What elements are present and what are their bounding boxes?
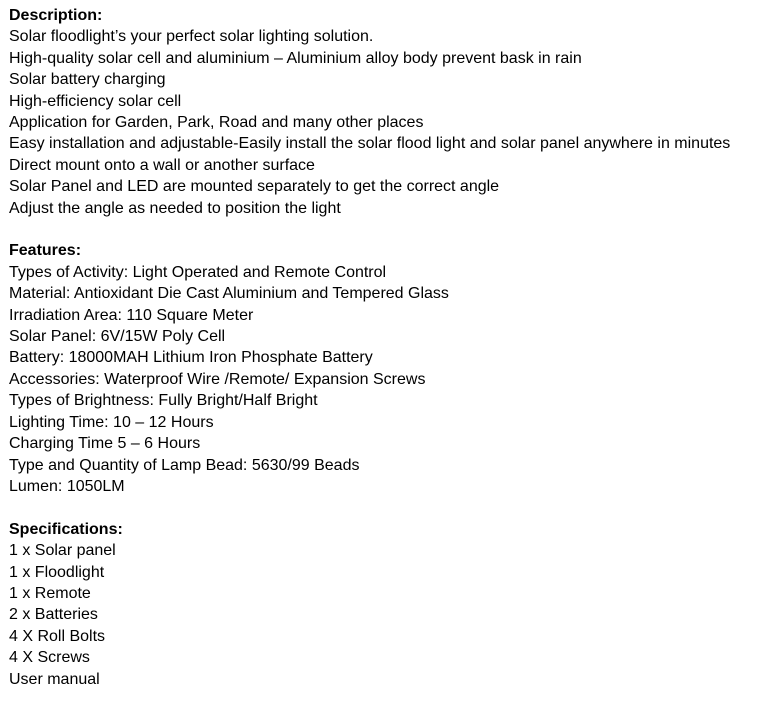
text-line: Accessories: Waterproof Wire /Remote/ Expansion Screws [9, 370, 426, 388]
document-section [9, 519, 766, 690]
text-line: 1 x Remote [9, 584, 91, 602]
section-heading: Features: [9, 242, 82, 260]
text-line: Application for Garden, Park, Road and many other places [9, 114, 424, 132]
text-line: Charging Time 5 – 6 Hours [9, 435, 201, 453]
text-line: 4 X Screws [9, 649, 90, 667]
text-line: Battery: 18000MAH Lithium Iron Phosphate Battery [9, 349, 373, 367]
text-line: 1 x Solar panel [9, 542, 116, 560]
text-line: 2 x Batteries [9, 606, 98, 624]
document-section [9, 240, 766, 497]
text-line: User manual [9, 670, 100, 688]
text-line: Type and Quantity of Lamp Bead: 5630/99 Beads [9, 456, 360, 474]
text-line: 1 x Floodlight [9, 563, 105, 581]
text-line: Lighting Time: 10 – 12 Hours [9, 413, 214, 431]
text-line: Solar Panel: 6V/15W Poly Cell [9, 328, 226, 346]
text-line: Lumen: 1050LM [9, 477, 125, 495]
text-line: 4 X Roll Bolts [9, 627, 106, 645]
text-line: Solar battery charging [9, 71, 166, 89]
document-section [9, 5, 766, 219]
text-line: Direct mount onto a wall or another surface [9, 156, 315, 174]
document-body [9, 5, 766, 690]
text-line: High-quality solar cell and aluminium – Aluminium alloy body prevent bask in rain [9, 49, 582, 67]
text-line: Solar Panel and LED are mounted separately to get the correct angle [9, 178, 500, 196]
text-line: Types of Activity: Light Operated and Remote Control [9, 263, 387, 281]
text-line: Irradiation Area: 110 Square Meter [9, 306, 254, 324]
text-line: Types of Brightness: Fully Bright/Half Bright [9, 392, 318, 410]
text-line: Solar floodlight’s your perfect solar lighting solution. [9, 28, 374, 46]
text-line: High-efficiency solar cell [9, 92, 182, 110]
text-line: Easy installation and adjustable-Easily install the solar flood light and solar panel anywhere in minutes [9, 135, 731, 153]
text-line: Material: Antioxidant Die Cast Aluminium and Tempered Glass [9, 285, 449, 303]
section-heading: Specifications: [9, 520, 123, 538]
text-line: Adjust the angle as needed to position the light [9, 199, 341, 217]
section-heading: Description: [9, 7, 103, 24]
